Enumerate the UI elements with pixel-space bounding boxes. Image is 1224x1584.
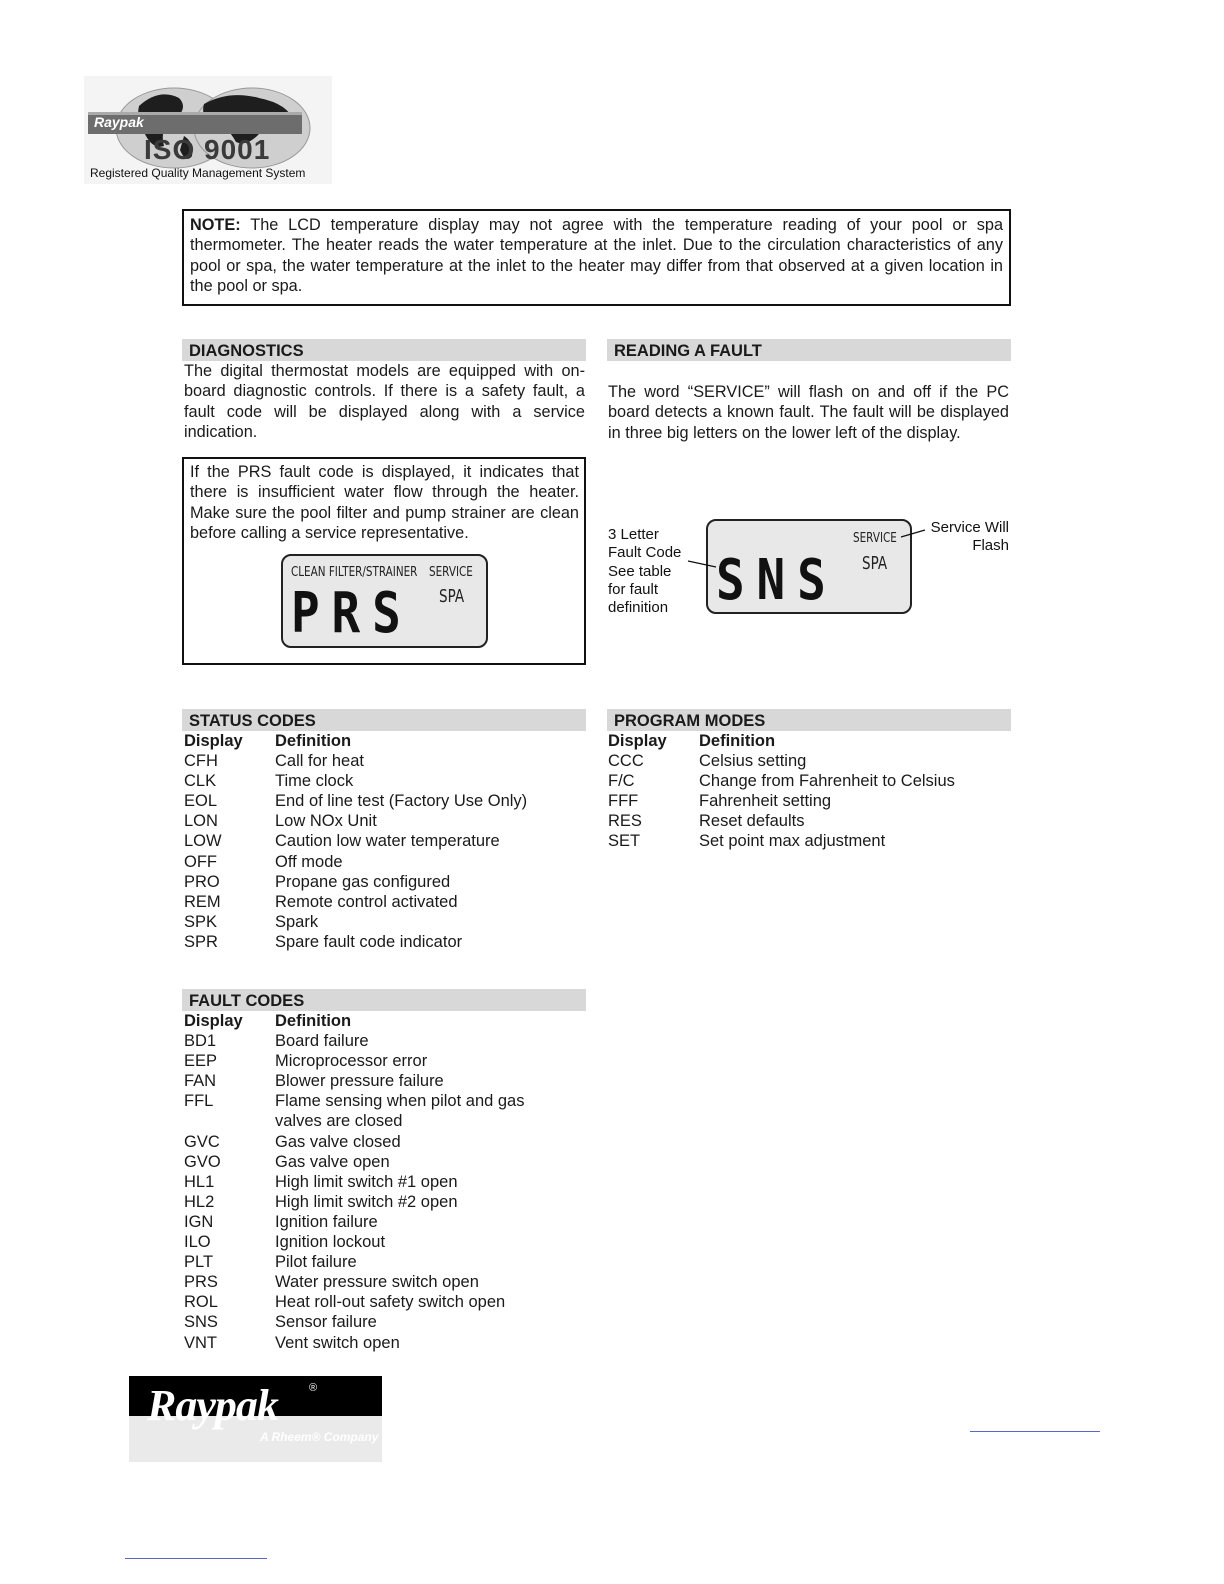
table-header	[608, 731, 1008, 751]
table-row	[608, 811, 1008, 831]
code-cell: ILO	[184, 1233, 211, 1252]
table-row	[184, 872, 584, 892]
status-codes-heading: STATUS CODES	[182, 709, 586, 731]
definition-cell: Caution low water temperature	[275, 832, 500, 851]
definition-column-header: Definition	[275, 732, 352, 750]
table-row	[184, 1152, 584, 1172]
code-cell: CLK	[184, 772, 217, 791]
code-cell: PRO	[184, 872, 220, 891]
code-cell	[184, 1111, 275, 1131]
code-cell: IGN	[184, 1212, 214, 1231]
code-cell: PLT	[184, 1253, 214, 1272]
code-cell: LON	[184, 812, 218, 831]
display-column-header: Display	[184, 1012, 243, 1030]
table-header	[184, 731, 584, 751]
code-cell: ROL	[184, 1293, 218, 1312]
table-row	[184, 791, 584, 811]
clean-filter-indicator: CLEAN FILTER/STRAINER	[291, 565, 418, 580]
display-column-header: Display	[184, 732, 243, 750]
definition-column-header: Definition	[699, 732, 776, 750]
code-cell: CCC	[608, 752, 644, 771]
definition-cell: Reset defaults	[699, 812, 805, 831]
definition-cell: Water pressure switch open	[275, 1273, 479, 1292]
table-row	[184, 1212, 584, 1232]
definition-cell: Spare fault code indicator	[275, 932, 463, 951]
reading-fault-text: The word “SERVICE” will flash on and off if the PC board detects a known fault. The fault will be displayed in three big letters on the lower left of the display.	[608, 383, 1009, 442]
raypak-logo	[129, 1376, 382, 1462]
display-column-header: Display	[608, 732, 667, 750]
table-row	[184, 892, 584, 912]
definition-cell: Ignition lockout	[275, 1233, 386, 1252]
table-row	[184, 1252, 584, 1272]
definition-cell: Ignition failure	[275, 1212, 378, 1231]
table-row	[184, 831, 584, 851]
callout-line: for fault	[608, 580, 659, 598]
table-row	[184, 932, 584, 952]
code-cell: HL2	[184, 1192, 215, 1211]
status-codes-table	[184, 731, 584, 952]
table-row	[184, 1031, 584, 1051]
definition-cell: Set point max adjustment	[699, 832, 886, 851]
diagnostics-heading: DIAGNOSTICS	[182, 339, 586, 361]
code-cell: GVO	[184, 1152, 221, 1171]
definition-cell: Celsius setting	[699, 752, 807, 771]
definition-cell: High limit switch #1 open	[275, 1172, 458, 1191]
table-row	[184, 1132, 584, 1152]
definition-cell: valves are closed	[275, 1112, 403, 1131]
code-cell: CFH	[184, 752, 218, 771]
table-row	[184, 1312, 584, 1332]
table-row	[184, 1172, 584, 1192]
rheem-tagline: A Rheem® Company	[260, 1430, 379, 1444]
definition-cell: Flame sensing when pilot and gas	[275, 1092, 525, 1111]
definition-cell: High limit switch #2 open	[275, 1192, 458, 1211]
definition-cell: Call for heat	[275, 752, 364, 771]
table-row	[608, 791, 1008, 811]
program-modes-table	[608, 731, 1008, 852]
code-cell: FFL	[184, 1092, 214, 1111]
table-row	[184, 1051, 584, 1071]
code-cell: FFF	[608, 792, 639, 811]
definition-cell: Microprocessor error	[275, 1052, 428, 1071]
definition-cell: Remote control activated	[275, 892, 458, 911]
table-row	[184, 852, 584, 872]
note-text: The LCD temperature display may not agree with the temperature reading of your pool or spa thermometer. The heater reads the water temperature at the inlet. Due to the circulation characteristics of any pool or spa, the water temperature at the inlet to the heater may differ from that observed at a given location in the pool or spa.	[190, 216, 1003, 295]
code-cell: REM	[184, 892, 221, 911]
table-row	[184, 1272, 584, 1292]
definition-cell: Sensor failure	[275, 1313, 377, 1332]
definition-cell: Pilot failure	[275, 1253, 357, 1272]
code-cell: GVC	[184, 1132, 220, 1151]
code-cell: VNT	[184, 1333, 217, 1352]
definition-cell: End of line test (Factory Use Only)	[275, 792, 528, 811]
code-cell: SET	[608, 832, 641, 851]
definition-cell: Blower pressure failure	[275, 1072, 444, 1091]
definition-cell: Time clock	[275, 772, 354, 791]
diagnostics-text: The digital thermostat models are equipped with on-board diagnostic controls. If there is a safety fault, a fault code will be displayed along with a service indication.	[184, 362, 585, 441]
service-indicator: SERVICE	[853, 531, 897, 546]
service-flash-callout	[908, 519, 1009, 556]
iso-standard-label: ISO 9001	[144, 134, 271, 165]
code-cell: SPR	[184, 932, 218, 951]
code-cell: PRS	[184, 1273, 218, 1292]
definition-cell: Board failure	[275, 1032, 369, 1051]
code-cell: HL1	[184, 1172, 215, 1191]
fault-codes-table	[184, 1011, 584, 1353]
table-header	[184, 1011, 584, 1031]
definition-cell: Gas valve open	[275, 1152, 390, 1171]
code-cell: SNS	[184, 1313, 218, 1332]
definition-cell: Fahrenheit setting	[699, 792, 832, 811]
table-row	[184, 771, 584, 791]
callout-line: Service Will	[930, 519, 1009, 536]
code-cell: SPK	[184, 912, 218, 931]
definition-cell: Propane gas configured	[275, 872, 451, 891]
table-row	[184, 1292, 584, 1312]
table-row	[608, 771, 1008, 791]
definition-cell: Heat roll-out safety switch open	[275, 1293, 506, 1312]
callout-line: See table	[608, 562, 672, 580]
definition-cell: Off mode	[275, 852, 343, 871]
table-row	[184, 1192, 584, 1212]
table-row	[184, 1232, 584, 1252]
code-cell: BD1	[184, 1032, 217, 1051]
definition-cell: Vent switch open	[275, 1333, 400, 1352]
prs-fault-code-display: PRS	[291, 581, 413, 646]
table-row	[184, 1071, 584, 1091]
table-row	[184, 1111, 584, 1131]
fault-codes-heading: FAULT CODES	[182, 989, 586, 1011]
definition-cell: Spark	[275, 912, 319, 931]
reading-fault-heading: READING A FAULT	[607, 339, 1011, 361]
definition-cell: Change from Fahrenheit to Celsius	[699, 772, 955, 791]
raypak-brand-text: Raypak	[147, 1381, 278, 1430]
definition-cell: Gas valve closed	[275, 1132, 401, 1151]
table-row	[184, 912, 584, 932]
program-modes-heading: PROGRAM MODES	[607, 709, 1011, 731]
registered-mark: ®	[309, 1382, 318, 1394]
table-row	[184, 751, 584, 771]
code-cell: RES	[608, 812, 642, 831]
definition-cell: Low NOx Unit	[275, 812, 377, 831]
code-cell: FAN	[184, 1072, 217, 1091]
code-cell: EEP	[184, 1052, 218, 1071]
link-underline	[125, 1558, 267, 1559]
definition-column-header: Definition	[275, 1012, 352, 1030]
service-indicator: SERVICE	[429, 565, 473, 580]
code-cell: EOL	[184, 792, 218, 811]
table-row	[608, 831, 1008, 851]
spa-indicator: SPA	[862, 553, 888, 574]
table-row	[184, 1333, 584, 1353]
iso-caption: Registered Quality Management System	[90, 166, 306, 180]
table-row	[184, 1091, 584, 1111]
prs-note-text: If the PRS fault code is displayed, it indicates that there is insufficient water flow through the heater. Make sure the pool filter and pump strainer are clean before calling a service representative.	[190, 463, 579, 542]
note-label: NOTE:	[190, 216, 241, 234]
callout-leader-lines	[0, 0, 1224, 700]
link-underline	[970, 1431, 1100, 1432]
callout-line: Flash	[972, 537, 1009, 555]
table-row	[608, 751, 1008, 771]
callout-line: 3 Letter	[608, 526, 659, 543]
callout-line: definition	[608, 599, 669, 617]
callout-line: Fault Code	[608, 544, 682, 562]
iso-logo-brand: Raypak	[94, 114, 144, 130]
code-cell: F/C	[608, 772, 635, 791]
spa-indicator: SPA	[439, 586, 465, 607]
sns-fault-code-display: SNS	[716, 548, 838, 613]
code-cell: OFF	[184, 852, 217, 871]
code-cell: LOW	[184, 832, 222, 851]
table-row	[184, 811, 584, 831]
